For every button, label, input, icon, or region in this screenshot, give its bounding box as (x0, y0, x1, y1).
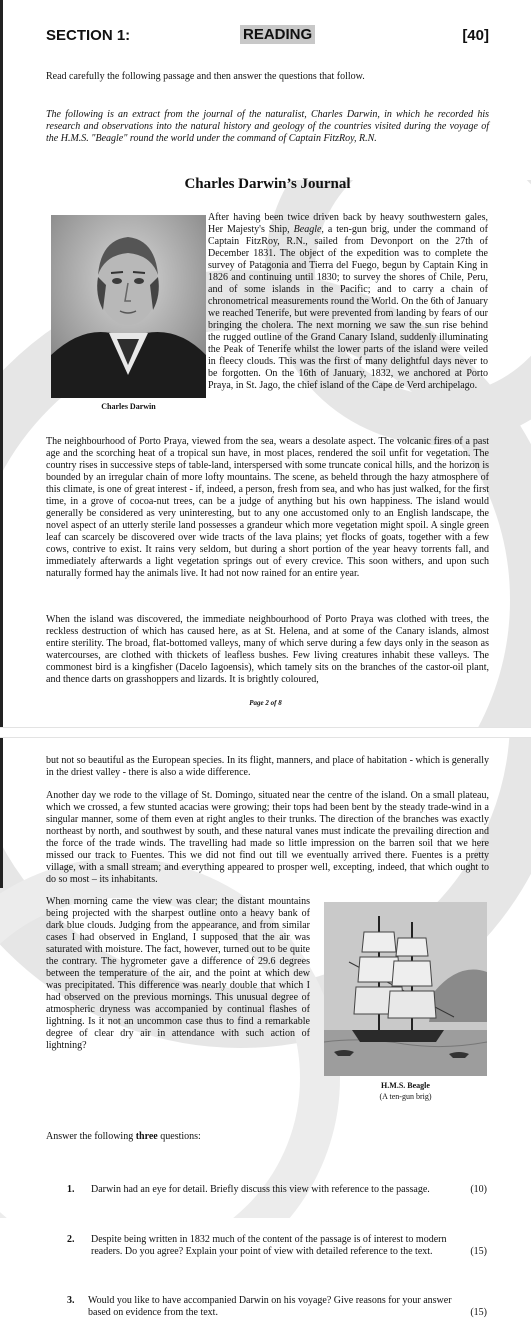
section-label: SECTION 1: (46, 27, 131, 44)
section-title: READING (240, 25, 315, 44)
beagle-picture (324, 902, 487, 1076)
section-marks: [40] (462, 27, 489, 44)
portrait-illustration (51, 215, 206, 398)
question-text: Darwin had an eye for detail. Briefly discuss this view with reference to the passage. (91, 1184, 430, 1195)
section-header (46, 25, 489, 47)
darwin-portrait (51, 215, 206, 398)
question-marks: (10) (470, 1184, 487, 1195)
passage-title: Charles Darwin’s Journal (184, 176, 351, 192)
question-text: Despite being written in 1832 much of the content of the passage is of interest to modern readers. Do you agree? Explain your point of view with detailed reference to the text. (91, 1234, 447, 1257)
questions-intro: Answer the following three questions: (46, 1131, 201, 1142)
paragraph-4: Another day we rode to the village of St. Domingo, situated near the centre of the island. On a small plateau, which we crossed, a few stunted acacias were growing; their tops had been bent by the steady trade-wind in a singular manner, some of them even at right angles to their trunks. The direction of the branches was exactly northeast by north, and southwest by south, and these natural vanes must indicate the prevailing direction and the force of the trade winds. The travelling had made so little impression on the barren soil that we here missed our track to Fuentes. This we did not find out till we eventually arrived there. Fuentes is a pretty village, with a small stream; and everything appeared to prosper well, excepting, indeed, that which ought to do so most – its inhabitants. (46, 790, 489, 885)
instruction-text: Read carefully the following passage and then answer the questions that follow. (46, 71, 365, 82)
question-number: 1. (67, 1184, 75, 1195)
paragraph-2: The neighbourhood of Porto Praya, viewed from the sea, wears a desolate aspect. The volcanic fires of a past age and the scorching heat of a tropical sun have, in most places, rendered the soil unfit for vegetation. The country rises in successive steps of table-land, interspersed with some truncate conical hills, and the horizon is bounded by an irregular chain of more lofty mountains. The scene, as beheld through the hazy atmosphere of this climate, is one of great interest - if, indeed, a person, fresh from sea, and who has just walked, for the first time, in a grove of cocoa-nut trees, can be a judge of anything but his own happiness. The island would generally be considered as very uninteresting, but to any one accustomed only to an English landscape, the novel aspect of an utterly sterile land possesses a grandeur which more vegetation might spoil. A single green leaf can scarcely be discovered over wide tracts of the lava plains; yet flocks of goats, together with a few cows, contrive to exist. It rains very seldom, but during a short portion of the year heavy torrents fall, and immediately afterwards a light vegetation springs out of every crevice. This soon withers, and upon such naturally formed hay the animals live. It had not now rained for an entire year. (46, 436, 489, 579)
paragraph-5: When morning came the view was clear; the distant mountains being projected with the sharpest outline onto a heavy bank of dark blue clouds. Judging from the appearance, and from similar cases I had observed in England, I supposed that the air was saturated with moisture. The fact, however, turned out to be quite the contrary. The hygrometer gave a difference of 29.6 degrees between the temperature of the air, and the point at which dew was precipitated. This difference was nearly double that which I had observed on the previous mornings. This unusual degree of atmospheric dryness was accompanied by continual flashes of lightning. Is it not an uncommon case thus to find a remarkable degree of clear dry air in attendance with such action of lightning? (46, 896, 310, 1051)
question-number: 3. (67, 1295, 75, 1306)
question-1 (67, 1184, 487, 1198)
question-marks: (15) (470, 1246, 487, 1257)
ship-illustration (324, 902, 487, 1076)
portrait-caption: Charles Darwin (101, 402, 156, 411)
ship-caption: H.M.S. Beagle (381, 1081, 430, 1090)
page-footer: Page 2 of 8 (249, 699, 282, 707)
ship-subcaption: (A ten-gun brig) (379, 1092, 432, 1101)
paragraph-3-continued: but not so beautiful as the European species. In its flight, manners, and place of habitation - which is generally in the driest valley - there is also a wide difference. (46, 755, 489, 778)
paragraph-1: After having been twice driven back by heavy southwestern gales, Her Majesty's Ship, Beagle, a ten-gun brig, under the command of Captain FitzRoy, R.N., sailed from Devonport on the 27th of December 1831. The object of the expedition was to complete the survey of Patagonia and Tierra del Fuego, begun by Captain King in 1826 and continuing until 1830; to survey the shores of Chile, Peru, and of some islands in the Pacific; and to carry a chain of chronometrical measurements round the World. On the 6th of January we reached Tenerife, but were prevented from landing by fears of our bringing the cholera. The next morning we saw the sun rise behind the rugged outline of the Grand Canary Island, suddenly illuminating the Peak of Tenerife whilst the lower parts of the island were veiled in fleecy clouds. This was the first of many delightful days never to be forgotten. On the 16th of January, 1832, we anchored at Porto Praya, in St. Jago, the chief island of the Cape de Verd archipelago. (208, 212, 488, 391)
intro-text: The following is an extract from the journal of the naturalist, Charles Darwin, in which he recorded his research and observations into the natural history and geology of the countries visited during the voyage of the H.M.S. "Beagle" round the world under the command of Captain FitzRoy, R.N. (46, 109, 489, 144)
page-break (0, 727, 531, 738)
question-number: 2. (67, 1234, 75, 1245)
paragraph-3: When the island was discovered, the immediate neighbourhood of Porto Praya was clothed with trees, the reckless destruction of which has caused here, as at St. Helena, and at some of the Canary islands, almost entire sterility. The broad, flat-bottomed valleys, many of which serve during a few days only in the season as watercourses, are clothed with thickets of leafless bushes. Few living creatures inhabit these valleys. The commonest bird is a kingfisher (Dacelo Iagoensis), which tamely sits on the branches of the castor-oil plant, and thence darts on grasshoppers and lizards. It is brightly coloured, (46, 614, 489, 685)
question-2 (67, 1234, 487, 1260)
document-page-bottom (0, 738, 531, 1333)
question-text: Would you like to have accompanied Darwin on his voyage? Give reasons for your answer based on evidence from the text. (88, 1295, 452, 1318)
question-marks: (15) (470, 1307, 487, 1318)
question-3 (67, 1295, 487, 1321)
